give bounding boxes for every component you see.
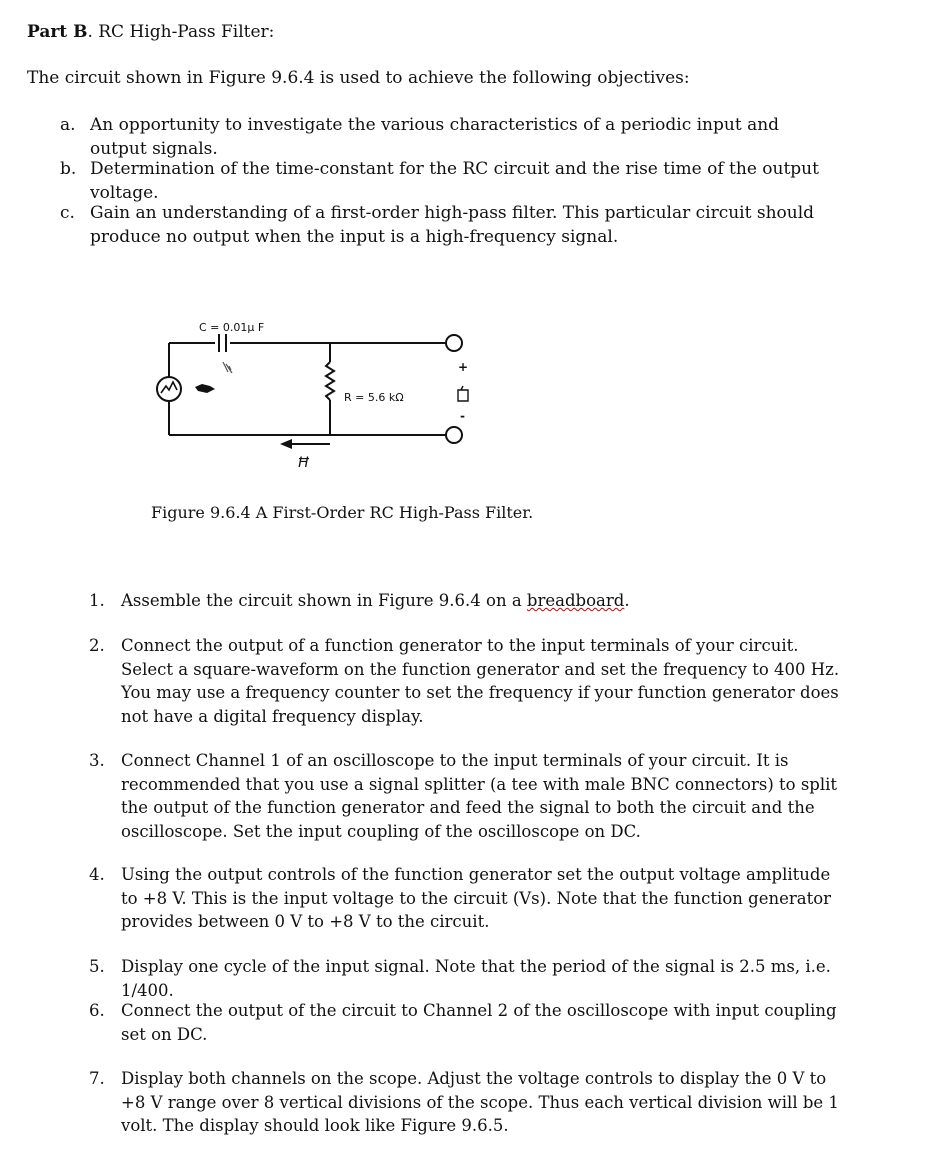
output-voltage-icon: [458, 386, 468, 401]
cursor-marks-icon: [223, 362, 232, 373]
step-7: [89, 1067, 849, 1139]
capacitor-label: C = 0.01μ F: [199, 321, 265, 334]
objective-label: b.: [60, 159, 77, 179]
output-terminal-bottom: [446, 427, 462, 443]
minus-sign: -: [460, 409, 465, 423]
resistor-label: R = 5.6 kΩ: [344, 391, 404, 404]
current-label: Ħ: [297, 455, 310, 471]
step-text-part: .: [624, 591, 630, 610]
section-title-text: . RC High-Pass Filter:: [87, 22, 275, 42]
step-text: Using the output controls of the function generator set the output voltage amplitude to +8 V. This is the input voltage to the circuit (Vs). Note that the function generator provides between 0 V to +8 V to the circuit.: [121, 865, 832, 931]
objective-label: a.: [60, 115, 76, 135]
section-title: [27, 22, 274, 42]
step-number: 3.: [89, 751, 105, 770]
probe-icon: [195, 384, 215, 393]
step-1: [89, 589, 849, 613]
step-text-part: Assemble the circuit shown in Figure 9.6.4 on a: [121, 591, 527, 610]
current-arrow-head: [280, 439, 292, 449]
resistor-zigzag: [326, 362, 334, 400]
step-6: [89, 999, 849, 1047]
step-text: Connect the output of the circuit to Channel 2 of the oscilloscope with input coupling set on DC.: [121, 1001, 837, 1044]
figure-caption: Figure 9.6.4 A First-Order RC High-Pass Filter.: [151, 503, 534, 522]
objective-text: An opportunity to investigate the various characteristics of a periodic input and output signals.: [90, 115, 780, 159]
rc-circuit-diagram: [140, 310, 500, 480]
step-text: Connect Channel 1 of an oscilloscope to the input terminals of your circuit. It is recommended that you use a signal splitter (a tee with male BNC connectors) to split the output of the function generator and feed the signal to both the circuit and the oscilloscope. Set the input coupling of the oscilloscope on DC.: [121, 751, 838, 841]
output-terminal-top: [446, 335, 462, 351]
intro-paragraph: The circuit shown in Figure 9.6.4 is used to achieve the following objectives:: [27, 68, 690, 88]
step-3: [89, 749, 849, 845]
step-number: 1.: [89, 591, 105, 610]
step-4: [89, 863, 849, 935]
step-5: [89, 955, 849, 1000]
objective-text: Determination of the time-constant for the RC circuit and the rise time of the output voltage.: [90, 159, 819, 203]
step-number: 6.: [89, 1001, 105, 1020]
step-number: 4.: [89, 865, 105, 884]
step-text: Display one cycle of the input signal. Note that the period of the signal is 2.5 ms, i.e. 1/400.: [121, 957, 831, 1000]
step-text: Connect the output of a function generator to the input terminals of your circuit. Select a square-waveform on the function generator and set the frequency to 400 Hz. You may use a frequency counter to set the frequency if your function generator does not have a digital frequency display.: [121, 636, 840, 726]
section-part-label: Part B: [27, 22, 88, 42]
plus-sign: +: [458, 360, 469, 374]
objective-a: [60, 113, 860, 159]
step-text: [121, 589, 841, 613]
step-number: 5.: [89, 957, 105, 976]
objective-c: [60, 201, 860, 249]
step-number: 2.: [89, 636, 105, 655]
objective-text: Gain an understanding of a first-order high-pass filter. This particular circuit should produce no output when the input is a high-frequency signal.: [90, 203, 815, 247]
misspelled-word: breadboard: [526, 591, 625, 610]
step-2: [89, 634, 849, 730]
objective-b: [60, 157, 860, 203]
objective-label: c.: [60, 203, 75, 223]
step-number: 7.: [89, 1069, 105, 1088]
step-text: Display both channels on the scope. Adjust the voltage controls to display the 0 V to +8 V range over 8 vertical divisions of the scope. Thus each vertical division will be 1 volt. The display should look like Figure 9.6.5.: [121, 1069, 839, 1135]
